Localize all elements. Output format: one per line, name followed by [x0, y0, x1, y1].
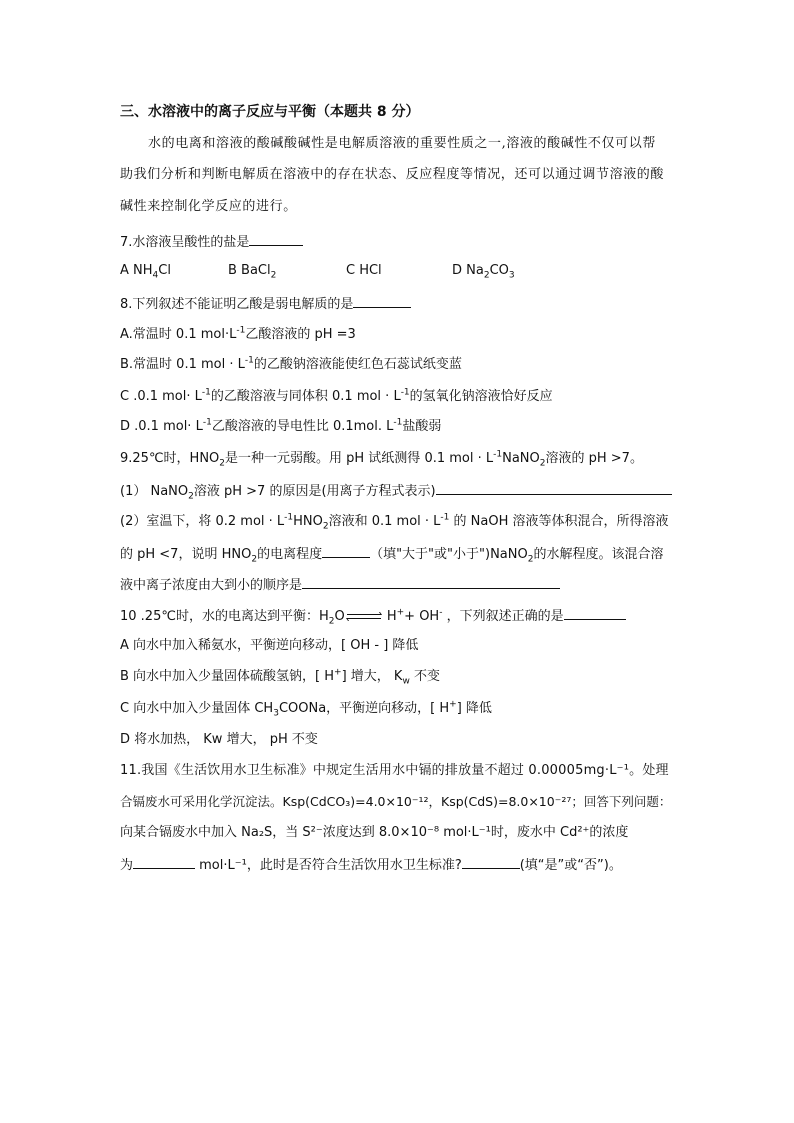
question-9-part-2: (2）室温下，将 0.2 mol · $L^{-1}HNO_2$溶液和 0.1 mol · $L^{-1}$ 的 NaOH 溶液等体积混合，所得溶液 — [120, 512, 669, 532]
question-7-options — [120, 262, 515, 280]
answer-blank[interactable] — [436, 481, 672, 495]
question-7-stem — [120, 232, 303, 252]
answer-blank[interactable] — [322, 544, 370, 558]
equilibrium-arrow-icon — [347, 612, 381, 622]
question-8-option-b[interactable]: B.常温时 0.1 mol · $L^{-1}$的乙酸钠溶液能使红色石蕊试纸变蓝 — [120, 355, 462, 372]
option-b[interactable]: B BaCl$_2$ — [228, 263, 277, 281]
question-11-line-3: 向某合镉废水中加入 Na₂S，当 S²⁻浓度达到 8.0×10⁻⁸ mol·L⁻¹时，废水中 Cd²⁺的浓度 — [120, 825, 629, 840]
question-10-option-a[interactable]: A 向水中加入稀氨水，平衡逆向移动，[ OH - ] 降低 — [120, 638, 419, 653]
intro-line-2: 助我们分析和判断电解质在溶液中的存在状态、反应程度等情况，还可以通过调节溶液的酸 — [120, 167, 665, 182]
question-8-option-c[interactable]: C .0.1 $mol\cdot L^{-1}$的乙酸溶液与同体积 0.1 mol · $L^{-1}$的氢氧化钠溶液恰好反应 — [120, 387, 553, 404]
question-8-option-d[interactable]: D .0.1 $mol\cdot L^{-1}$乙酸溶液的导电性比 0.1mol. $L^{-1}$盐酸弱 — [120, 417, 442, 434]
question-10-option-c[interactable]: C 向水中加入少量固体 $CH_3COONa$，平衡逆向移动，[ H+] 降低 — [120, 699, 492, 719]
question-11-line-1: 11.我国《生活饮用水卫生标准》中规定生活用水中镉的排放量不超过 0.00005mg·L⁻¹。处理 — [120, 763, 669, 778]
question-9-part-2-line-2: 的 pH <7，说明 $HNO_2$的电离程度 （填"大于"或"小于")NaNO$_2$的水解程度。该混合溶 — [120, 544, 663, 564]
question-11-line-2: 合镉废水可采用化学沉淀法。Ksp(CdCO₃)=4.0×10⁻¹²，Ksp(CdS)=8.0×10⁻²⁷；回答下列问题： — [120, 794, 672, 809]
answer-blank[interactable] — [353, 294, 411, 308]
intro-line-3: 碱性来控制化学反应的进行。 — [120, 199, 297, 214]
question-text: 8.下列叙述不能证明乙酸是弱电解质的是 — [120, 297, 354, 312]
question-10-option-d[interactable]: D 将水加热， Kw 增大， pH 不变 — [120, 732, 318, 747]
answer-blank[interactable] — [564, 606, 626, 620]
option-c[interactable]: C HCl — [346, 263, 382, 278]
question-9-part-2-line-3: 液中离子浓度由大到小的顺序是 — [120, 575, 560, 595]
intro-line-1: 水的电离和溶液的酸碱酸碱性是电解质溶液的重要性质之一,溶液的酸碱性不仅可以帮 — [148, 136, 656, 151]
question-9-part-1: (1） NaNO$_2$溶液 pH >7 的原因是(用离子方程式表示) — [120, 481, 672, 501]
option-a[interactable]: A $NH_4Cl$ — [120, 263, 171, 281]
question-8-stem — [120, 294, 411, 314]
question-10-stem: 10 .25℃时，水的电离达到平衡：$H_2O$ H++ OH- ，下列叙述正确的是 — [120, 606, 626, 626]
question-9-stem: 9.25℃时，$HNO_2$是一种一元弱酸。用 pH 试纸测得 0.1 mol · $L^{-1}NaNO_2$溶液的 pH >7。 — [120, 449, 643, 469]
section-title: 三、水溶液中的离子反应与平衡（本题共 8 分） — [120, 104, 420, 120]
option-d[interactable]: D $Na_2CO_3$ — [452, 263, 515, 281]
question-8-option-a[interactable]: A.常温时 0.1 $mol\cdot L^{-1}$乙酸溶液的 pH =3 — [120, 325, 356, 342]
answer-blank[interactable] — [133, 855, 195, 869]
question-10-option-b[interactable]: B 向水中加入少量固体硫酸氢钠，[ H+] 增大， $K_w$ 不变 — [120, 667, 440, 687]
answer-blank[interactable] — [249, 232, 303, 246]
answer-blank[interactable] — [462, 855, 520, 869]
answer-blank[interactable] — [302, 575, 560, 589]
question-11-line-4: 为 mol·L⁻¹，此时是否符合生活饮用水卫生标准? (填“是”或“否”)。 — [120, 855, 622, 875]
question-text: 7.水溶液呈酸性的盐是 — [120, 235, 250, 250]
